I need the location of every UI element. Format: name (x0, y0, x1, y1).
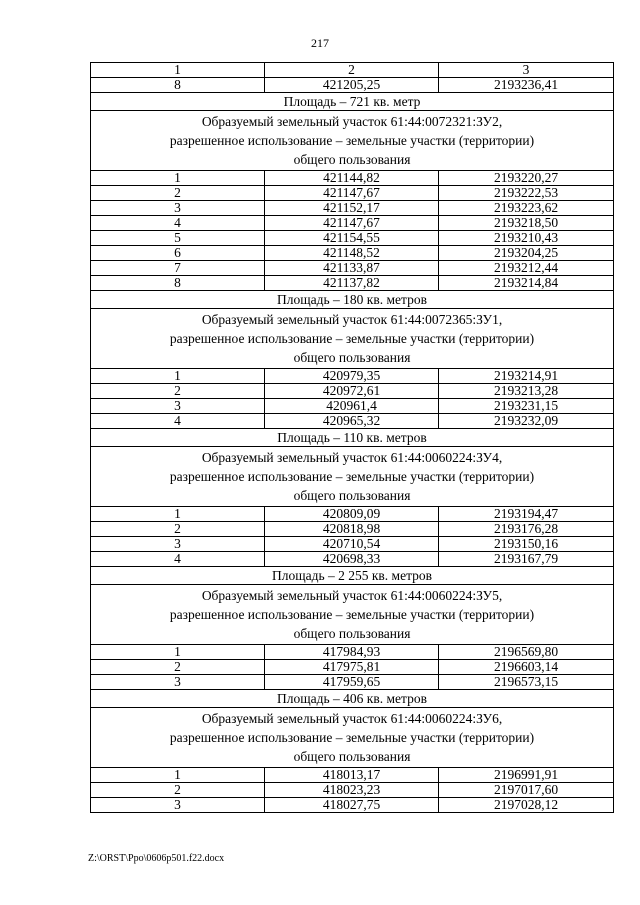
point-number-cell: 1 (91, 768, 265, 783)
point-number-cell: 2 (91, 384, 265, 399)
area-row (91, 93, 614, 111)
point-number-cell: 1 (91, 645, 265, 660)
plot-description-cell (91, 309, 614, 369)
table-row (91, 369, 614, 384)
area-cell: Площадь – 721 кв. метр (91, 93, 614, 111)
point-number-cell: 1 (91, 369, 265, 384)
table-row (91, 783, 614, 798)
plot-description-line: общего пользования (293, 488, 411, 503)
x-coordinate-cell: 420710,54 (265, 537, 439, 552)
plot-description-cell (91, 708, 614, 768)
table-row (91, 78, 614, 93)
point-number-cell: 1 (91, 507, 265, 522)
x-coordinate-cell: 421137,82 (265, 276, 439, 291)
y-coordinate-cell: 2193231,15 (439, 399, 614, 414)
table-row (91, 660, 614, 675)
coordinates-table-body (91, 63, 614, 813)
y-coordinate-cell: 2193213,28 (439, 384, 614, 399)
plot-description-line: Образуемый земельный участок 61:44:0060224:ЗУ6, (201, 711, 503, 726)
y-coordinate-cell: 2197017,60 (439, 783, 614, 798)
table-row (91, 384, 614, 399)
point-number-cell: 5 (91, 231, 265, 246)
x-coordinate-cell: 420961,4 (265, 399, 439, 414)
point-number-cell: 3 (91, 399, 265, 414)
point-number-cell: 3 (91, 537, 265, 552)
point-number-cell: 6 (91, 246, 265, 261)
area-cell: Площадь – 180 кв. метров (91, 291, 614, 309)
plot-description-row (91, 585, 614, 645)
x-coordinate-cell: 421205,25 (265, 78, 439, 93)
plot-description-line: Образуемый земельный участок 61:44:0072321:ЗУ2, (201, 114, 503, 129)
area-cell: Площадь – 406 кв. метров (91, 690, 614, 708)
y-coordinate-cell: 2193222,53 (439, 186, 614, 201)
y-coordinate-cell: 2193150,16 (439, 537, 614, 552)
table-row (91, 246, 614, 261)
area-row (91, 690, 614, 708)
x-coordinate-cell: 420698,33 (265, 552, 439, 567)
column-header-point: 1 (91, 63, 265, 78)
column-header-x: 2 (265, 63, 439, 78)
y-coordinate-cell: 2196573,15 (439, 675, 614, 690)
y-coordinate-cell: 2193167,79 (439, 552, 614, 567)
y-coordinate-cell: 2193220,27 (439, 171, 614, 186)
point-number-cell: 2 (91, 660, 265, 675)
plot-description-line: разрешенное использование – земельные участки (территории) (169, 469, 535, 484)
table-row (91, 261, 614, 276)
plot-description-line: разрешенное использование – земельные участки (территории) (169, 730, 535, 745)
point-number-cell: 3 (91, 798, 265, 813)
footer-file-path: Z:\ORST\Ppo\0606p501.f22.docx (88, 853, 225, 864)
table-row (91, 522, 614, 537)
table-row (91, 186, 614, 201)
plot-description-cell (91, 447, 614, 507)
y-coordinate-cell: 2193232,09 (439, 414, 614, 429)
table-row (91, 537, 614, 552)
y-coordinate-cell: 2196569,80 (439, 645, 614, 660)
page-number: 217 (311, 36, 329, 50)
plot-description-cell (91, 585, 614, 645)
table-header-row (91, 63, 614, 78)
table-row (91, 231, 614, 246)
point-number-cell: 8 (91, 276, 265, 291)
table-row (91, 507, 614, 522)
coordinates-table (90, 62, 614, 813)
x-coordinate-cell: 420818,98 (265, 522, 439, 537)
y-coordinate-cell: 2193223,62 (439, 201, 614, 216)
plot-description-line: разрешенное использование – земельные участки (территории) (169, 133, 535, 148)
point-number-cell: 3 (91, 201, 265, 216)
x-coordinate-cell: 421154,55 (265, 231, 439, 246)
column-header-y: 3 (439, 63, 614, 78)
table-row (91, 414, 614, 429)
y-coordinate-cell: 2193194,47 (439, 507, 614, 522)
x-coordinate-cell: 421147,67 (265, 216, 439, 231)
plot-description-line: общего пользования (293, 152, 411, 167)
plot-description-row (91, 708, 614, 768)
table-row (91, 798, 614, 813)
x-coordinate-cell: 421144,82 (265, 171, 439, 186)
y-coordinate-cell: 2193214,91 (439, 369, 614, 384)
plot-description-line: Образуемый земельный участок 61:44:0060224:ЗУ5, (201, 588, 503, 603)
y-coordinate-cell: 2193212,44 (439, 261, 614, 276)
x-coordinate-cell: 420979,35 (265, 369, 439, 384)
x-coordinate-cell: 421152,17 (265, 201, 439, 216)
table-row (91, 201, 614, 216)
x-coordinate-cell: 417959,65 (265, 675, 439, 690)
point-number-cell: 4 (91, 414, 265, 429)
y-coordinate-cell: 2193218,50 (439, 216, 614, 231)
point-number-cell: 1 (91, 171, 265, 186)
plot-description-line: общего пользования (293, 749, 411, 764)
area-row (91, 429, 614, 447)
table-row (91, 552, 614, 567)
plot-description-cell (91, 111, 614, 171)
point-number-cell: 2 (91, 186, 265, 201)
plot-description-line: разрешенное использование – земельные участки (территории) (169, 331, 535, 346)
plot-description-line: Образуемый земельный участок 61:44:0072365:ЗУ1, (201, 312, 503, 327)
y-coordinate-cell: 2196603,14 (439, 660, 614, 675)
x-coordinate-cell: 420965,32 (265, 414, 439, 429)
x-coordinate-cell: 418023,23 (265, 783, 439, 798)
y-coordinate-cell: 2193176,28 (439, 522, 614, 537)
y-coordinate-cell: 2193214,84 (439, 276, 614, 291)
plot-description-row (91, 447, 614, 507)
x-coordinate-cell: 421147,67 (265, 186, 439, 201)
x-coordinate-cell: 418027,75 (265, 798, 439, 813)
point-number-cell: 7 (91, 261, 265, 276)
table-row (91, 171, 614, 186)
table-row (91, 675, 614, 690)
point-number-cell: 8 (91, 78, 265, 93)
plot-description-row (91, 111, 614, 171)
table-row (91, 768, 614, 783)
point-number-cell: 3 (91, 675, 265, 690)
area-cell: Площадь – 2 255 кв. метров (91, 567, 614, 585)
y-coordinate-cell: 2193236,41 (439, 78, 614, 93)
point-number-cell: 2 (91, 783, 265, 798)
point-number-cell: 2 (91, 522, 265, 537)
x-coordinate-cell: 420809,09 (265, 507, 439, 522)
x-coordinate-cell: 418013,17 (265, 768, 439, 783)
y-coordinate-cell: 2197028,12 (439, 798, 614, 813)
point-number-cell: 4 (91, 216, 265, 231)
table-row (91, 645, 614, 660)
table-row (91, 276, 614, 291)
plot-description-line: общего пользования (293, 626, 411, 641)
plot-description-line: общего пользования (293, 350, 411, 365)
x-coordinate-cell: 420972,61 (265, 384, 439, 399)
area-cell: Площадь – 110 кв. метров (91, 429, 614, 447)
point-number-cell: 4 (91, 552, 265, 567)
x-coordinate-cell: 417984,93 (265, 645, 439, 660)
x-coordinate-cell: 421133,87 (265, 261, 439, 276)
y-coordinate-cell: 2193210,43 (439, 231, 614, 246)
area-row (91, 567, 614, 585)
y-coordinate-cell: 2193204,25 (439, 246, 614, 261)
table-row (91, 216, 614, 231)
y-coordinate-cell: 2196991,91 (439, 768, 614, 783)
x-coordinate-cell: 417975,81 (265, 660, 439, 675)
plot-description-line: Образуемый земельный участок 61:44:0060224:ЗУ4, (201, 450, 503, 465)
plot-description-row (91, 309, 614, 369)
area-row (91, 291, 614, 309)
x-coordinate-cell: 421148,52 (265, 246, 439, 261)
table-row (91, 399, 614, 414)
plot-description-line: разрешенное использование – земельные участки (территории) (169, 607, 535, 622)
